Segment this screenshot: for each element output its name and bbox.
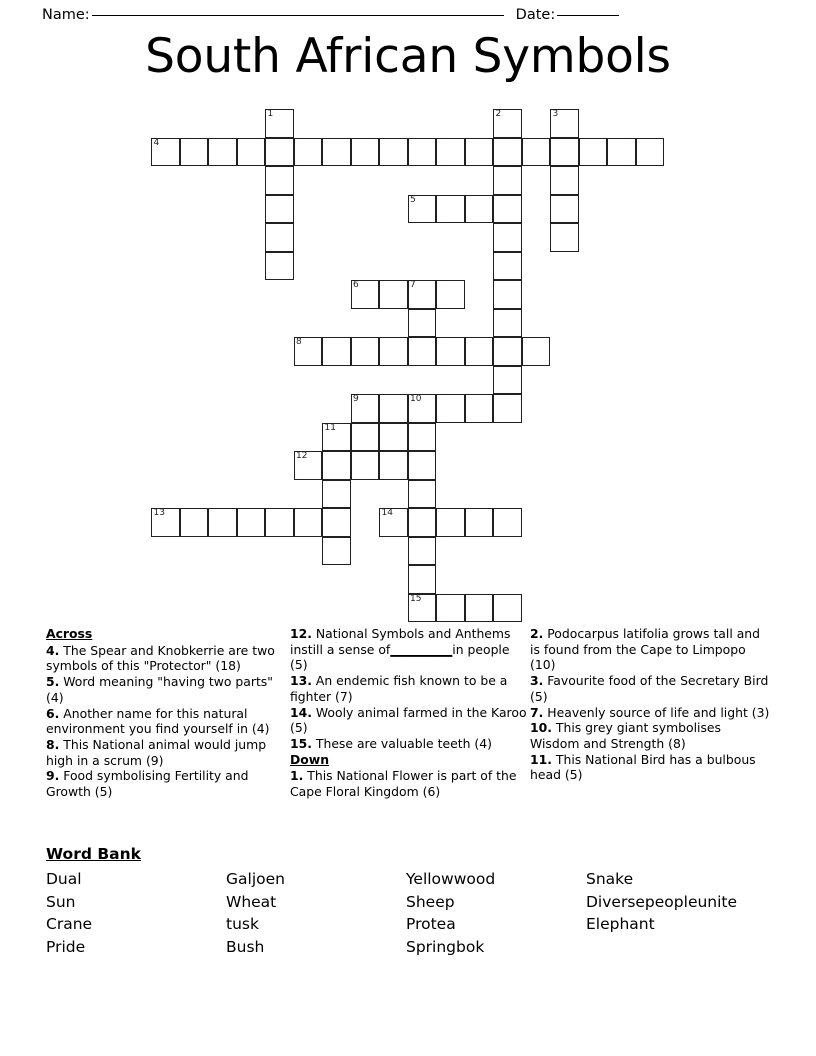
clue-text-cont: in people (5) bbox=[290, 641, 510, 673]
crossword-cell[interactable] bbox=[465, 337, 494, 366]
word-bank-title: Word Bank bbox=[46, 845, 141, 863]
crossword-cell[interactable] bbox=[294, 138, 323, 167]
name-date-row bbox=[0, 0, 816, 26]
clue-item bbox=[46, 768, 290, 799]
clue-number: 8. bbox=[46, 736, 60, 752]
clue-item bbox=[290, 673, 530, 704]
date-write-line[interactable] bbox=[557, 15, 619, 16]
crossword-cell[interactable] bbox=[436, 394, 465, 423]
clue-item bbox=[290, 768, 530, 799]
crossword-cell[interactable] bbox=[379, 138, 408, 167]
cell-number: 7 bbox=[410, 280, 416, 290]
crossword-cell[interactable] bbox=[294, 451, 323, 480]
crossword-cell[interactable] bbox=[408, 508, 437, 537]
crossword-cell[interactable] bbox=[408, 280, 437, 309]
crossword-cell[interactable] bbox=[550, 223, 579, 252]
crossword-cell[interactable] bbox=[294, 337, 323, 366]
crossword-cell[interactable] bbox=[408, 537, 437, 566]
clues-column-2 bbox=[290, 626, 530, 800]
word-bank-column bbox=[46, 868, 226, 958]
clue-text: An endemic fish known to be a fighter (7) bbox=[290, 673, 508, 704]
cell-number: 10 bbox=[410, 394, 422, 404]
crossword-cell[interactable] bbox=[493, 166, 522, 195]
cell-number: 9 bbox=[353, 394, 359, 404]
crossword-cell[interactable] bbox=[379, 451, 408, 480]
crossword-cell[interactable] bbox=[265, 109, 294, 138]
crossword-cell[interactable] bbox=[493, 594, 522, 623]
word-bank-word: Snake bbox=[586, 870, 634, 888]
clue-text: National Symbols and Anthems instill a sense of bbox=[290, 626, 511, 657]
crossword-cell[interactable] bbox=[493, 508, 522, 537]
crossword-cell[interactable] bbox=[636, 138, 665, 167]
down-heading: Down bbox=[290, 751, 330, 767]
clue-number: 3. bbox=[530, 673, 544, 689]
crossword-cell[interactable] bbox=[493, 109, 522, 138]
crossword-cell[interactable] bbox=[237, 138, 266, 167]
clue-number: 7. bbox=[530, 704, 544, 720]
crossword-cell[interactable] bbox=[351, 280, 380, 309]
crossword-cell[interactable] bbox=[379, 280, 408, 309]
crossword-cell[interactable] bbox=[322, 480, 351, 509]
name-write-line[interactable] bbox=[92, 15, 504, 16]
clue-text: This grey giant symbolises Wisdom and Strength (8) bbox=[530, 720, 722, 751]
word-bank-word: Sheep bbox=[406, 892, 455, 911]
crossword-cell[interactable] bbox=[351, 337, 380, 366]
clue-item bbox=[290, 736, 530, 752]
crossword-cell[interactable] bbox=[180, 138, 209, 167]
crossword-cell[interactable] bbox=[493, 394, 522, 423]
crossword-cell[interactable] bbox=[322, 423, 351, 452]
word-bank-section bbox=[46, 845, 770, 958]
crossword-cell[interactable] bbox=[379, 508, 408, 537]
crossword-cell[interactable] bbox=[493, 309, 522, 338]
page-title: South African Symbols bbox=[145, 29, 671, 84]
clue-text: The Spear and Knobkerrie are two symbols of this "Protector" (18) bbox=[46, 642, 275, 674]
clue-number: 4. bbox=[46, 642, 60, 658]
clue-item bbox=[46, 737, 290, 768]
crossword-cell[interactable] bbox=[550, 109, 579, 138]
clue-item bbox=[530, 673, 770, 704]
clues-column-1 bbox=[46, 626, 290, 800]
crossword-cell[interactable] bbox=[265, 252, 294, 281]
crossword-cell[interactable] bbox=[351, 451, 380, 480]
clue-text: Food symbolising Fertility and Growth (5) bbox=[46, 768, 249, 800]
word-bank-word: Sun bbox=[46, 892, 76, 911]
cell-number: 5 bbox=[410, 194, 416, 205]
crossword-cell[interactable] bbox=[522, 138, 551, 167]
crossword-cell[interactable] bbox=[379, 423, 408, 452]
crossword-cell[interactable] bbox=[151, 508, 180, 537]
clue-number: 5. bbox=[46, 674, 60, 690]
word-bank-word: Elephant bbox=[586, 915, 655, 934]
crossword-cell[interactable] bbox=[351, 423, 380, 452]
crossword-cell[interactable] bbox=[351, 394, 380, 423]
crossword-cell[interactable] bbox=[550, 166, 579, 195]
crossword-cell[interactable] bbox=[493, 195, 522, 224]
crossword-cell[interactable] bbox=[237, 508, 266, 537]
cell-number: 13 bbox=[153, 508, 165, 518]
crossword-cell[interactable] bbox=[265, 166, 294, 195]
word-bank-word: Springbok bbox=[406, 937, 485, 956]
cell-number: 3 bbox=[552, 109, 559, 119]
clue-item bbox=[530, 720, 770, 751]
clue-blank[interactable]: __________ bbox=[390, 641, 453, 657]
crossword-cell[interactable] bbox=[265, 508, 294, 537]
crossword-cell[interactable] bbox=[408, 138, 437, 167]
cell-number: 8 bbox=[296, 337, 302, 347]
clue-text: This National Bird has a bulbous head (5) bbox=[530, 751, 756, 783]
cell-number: 14 bbox=[381, 508, 393, 518]
clues-section bbox=[46, 626, 770, 800]
crossword-cell[interactable] bbox=[322, 508, 351, 537]
date-label: Date: bbox=[515, 6, 556, 23]
crossword-cell[interactable] bbox=[408, 423, 437, 452]
word-bank-word: Diversepeopleunite bbox=[586, 892, 738, 911]
clue-text: Podocarpus latifolia grows tall and is found from the Cape to Limpopo (10) bbox=[530, 626, 761, 673]
word-bank-word: Dual bbox=[46, 870, 82, 888]
crossword-cell[interactable] bbox=[265, 223, 294, 252]
crossword-cell[interactable] bbox=[151, 138, 180, 167]
crossword-cell[interactable] bbox=[322, 337, 351, 366]
crossword-cell[interactable] bbox=[550, 138, 579, 167]
crossword-cell[interactable] bbox=[579, 138, 608, 167]
clue-text: This National Flower is part of the Cape Floral Kingdom (6) bbox=[290, 768, 517, 800]
crossword-cell[interactable] bbox=[351, 138, 380, 167]
crossword-grid[interactable] bbox=[151, 109, 681, 629]
crossword-cell[interactable] bbox=[408, 594, 437, 623]
clue-item bbox=[290, 626, 530, 673]
clue-item bbox=[46, 706, 290, 737]
crossword-cell[interactable] bbox=[294, 508, 323, 537]
clue-number: 12. bbox=[290, 626, 312, 641]
crossword-cell[interactable] bbox=[436, 195, 465, 224]
crossword-cell[interactable] bbox=[465, 138, 494, 167]
cell-number: 2 bbox=[495, 109, 502, 119]
crossword-cell[interactable] bbox=[408, 195, 437, 224]
crossword-cell[interactable] bbox=[379, 394, 408, 423]
crossword-cell[interactable] bbox=[465, 394, 494, 423]
word-bank-word: Bush bbox=[226, 937, 265, 956]
crossword-cell[interactable] bbox=[607, 138, 636, 167]
crossword-cell[interactable] bbox=[465, 594, 494, 623]
crossword-cell[interactable] bbox=[379, 337, 408, 366]
across-heading: Across bbox=[46, 626, 93, 641]
crossword-cell[interactable] bbox=[208, 508, 237, 537]
word-bank-word: Pride bbox=[46, 937, 86, 956]
crossword-cell[interactable] bbox=[408, 394, 437, 423]
name-label: Name: bbox=[42, 6, 90, 23]
crossword-cell[interactable] bbox=[408, 480, 437, 509]
crossword-cell[interactable] bbox=[493, 223, 522, 252]
clue-item bbox=[530, 705, 770, 721]
cell-number: 6 bbox=[353, 280, 359, 290]
clue-text: Another name for this natural environment you find yourself in (4) bbox=[46, 705, 270, 737]
word-bank-word: Crane bbox=[46, 915, 93, 934]
crossword-cell[interactable] bbox=[180, 508, 209, 537]
clue-text: These are valuable teeth (4) bbox=[311, 735, 492, 751]
clue-number: 10. bbox=[530, 720, 552, 736]
crossword-cell[interactable] bbox=[436, 280, 465, 309]
crossword-cell[interactable] bbox=[436, 594, 465, 623]
word-bank-column bbox=[406, 868, 586, 958]
crossword-cell[interactable] bbox=[322, 537, 351, 566]
crossword-cell[interactable] bbox=[408, 337, 437, 366]
clues-column-3 bbox=[530, 626, 770, 783]
cell-number: 4 bbox=[153, 137, 160, 148]
cell-number: 15 bbox=[410, 593, 422, 604]
word-bank-grid bbox=[46, 868, 770, 958]
crossword-cell[interactable] bbox=[408, 451, 437, 480]
word-bank-word: Protea bbox=[406, 915, 456, 934]
word-bank-word: Galjoen bbox=[226, 870, 285, 888]
crossword-cell[interactable] bbox=[550, 195, 579, 224]
clue-number: 13. bbox=[290, 673, 312, 689]
crossword-cell[interactable] bbox=[436, 138, 465, 167]
clue-number: 6. bbox=[46, 705, 60, 721]
cell-number: 11 bbox=[324, 422, 336, 433]
crossword-cell[interactable] bbox=[465, 195, 494, 224]
cell-number: 12 bbox=[296, 451, 308, 461]
clue-number: 15. bbox=[290, 735, 312, 751]
clue-item bbox=[530, 752, 770, 783]
crossword-cell[interactable] bbox=[322, 138, 351, 167]
clue-text: Heavenly source of life and light (3) bbox=[543, 704, 770, 720]
crossword-cell[interactable] bbox=[493, 252, 522, 281]
crossword-cell[interactable] bbox=[208, 138, 237, 167]
clue-item bbox=[46, 674, 290, 705]
crossword-cell[interactable] bbox=[322, 451, 351, 480]
crossword-cell[interactable] bbox=[522, 337, 551, 366]
clue-number: 9. bbox=[46, 768, 60, 784]
crossword-cell[interactable] bbox=[493, 366, 522, 395]
word-bank-column bbox=[586, 868, 766, 958]
word-bank-word: Wheat bbox=[226, 892, 277, 911]
crossword-cell[interactable] bbox=[408, 309, 437, 338]
word-bank-column bbox=[226, 868, 406, 958]
clue-text: Word meaning "having two parts" (4) bbox=[46, 674, 273, 705]
clue-item bbox=[46, 643, 290, 674]
word-bank-word: tusk bbox=[226, 915, 259, 934]
crossword-cell[interactable] bbox=[493, 138, 522, 167]
clue-item bbox=[530, 626, 770, 673]
cell-number: 1 bbox=[267, 109, 274, 119]
crossword-cell[interactable] bbox=[436, 337, 465, 366]
clue-number: 2. bbox=[530, 626, 544, 641]
clue-number: 1. bbox=[290, 768, 304, 784]
crossword-cell[interactable] bbox=[408, 565, 437, 594]
clue-number: 14. bbox=[290, 704, 312, 720]
crossword-cell[interactable] bbox=[465, 508, 494, 537]
clue-item bbox=[290, 705, 530, 736]
crossword-cell[interactable] bbox=[265, 138, 294, 167]
clue-text: Favourite food of the Secretary Bird (5) bbox=[530, 673, 769, 704]
crossword-cell[interactable] bbox=[436, 508, 465, 537]
clue-text: Wooly animal farmed in the Karoo (5) bbox=[290, 704, 527, 736]
clue-text: This National animal would jump high in a scrum (9) bbox=[46, 736, 267, 768]
clue-number: 11. bbox=[530, 751, 552, 767]
crossword-cell[interactable] bbox=[265, 195, 294, 224]
crossword-cell[interactable] bbox=[493, 337, 522, 366]
crossword-cell[interactable] bbox=[493, 280, 522, 309]
word-bank-word: Yellowwood bbox=[406, 870, 496, 888]
